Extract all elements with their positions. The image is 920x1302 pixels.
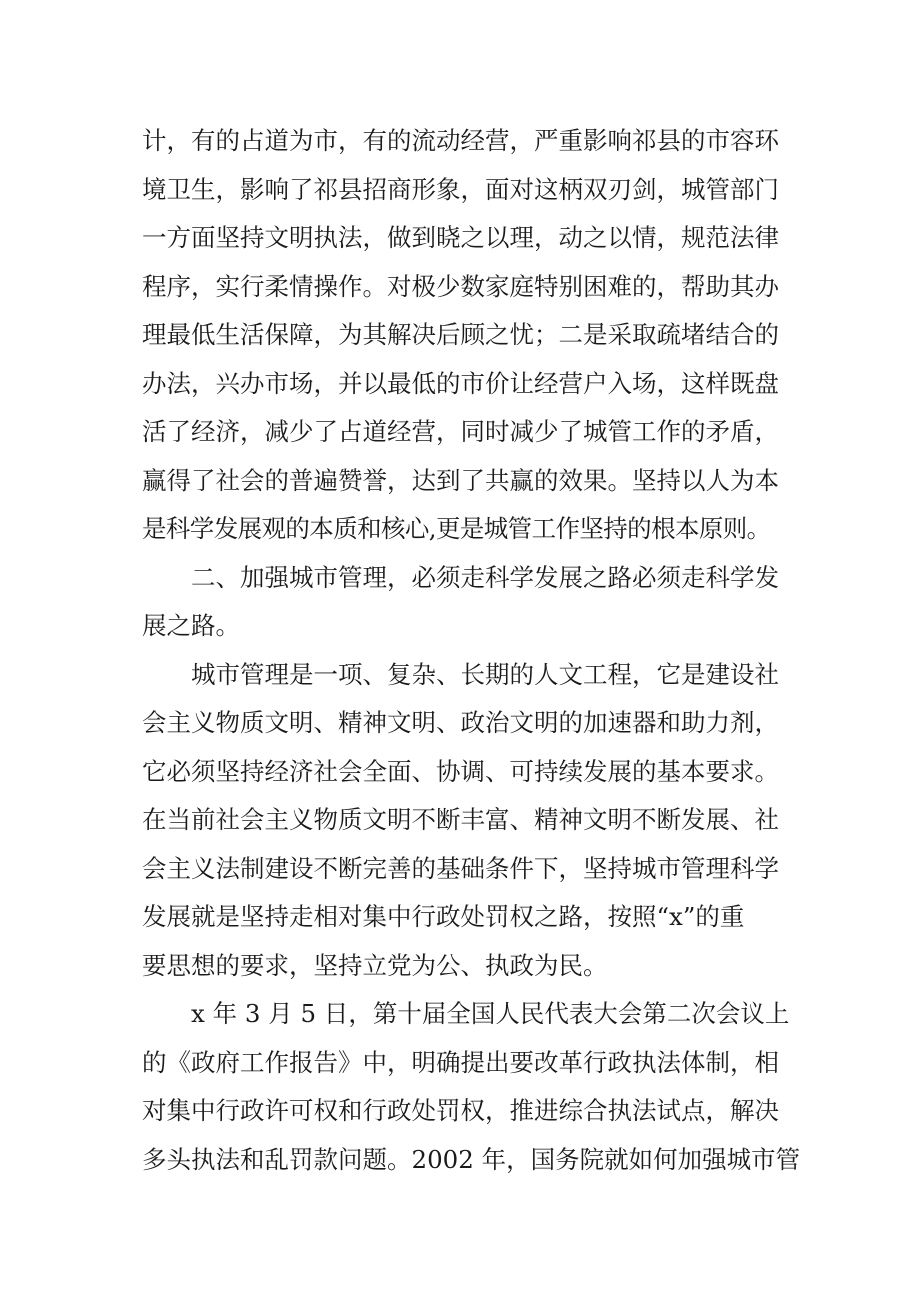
document-body [142, 117, 801, 1184]
text-line-7: 活了经济，减少了占道经营，同时减少了城管工作的矛盾， [142, 417, 779, 446]
text-line-14: 它必须坚持经济社会全面、协调、可持续发展的基本要求。 [142, 756, 779, 786]
text-line-21: 对集中行政许可权和行政处罚权，推进综合执法试点，解决 [142, 1096, 779, 1125]
section-heading-line-2: 展之路。 [142, 611, 240, 640]
text-line-8: 赢得了社会的普遍赞誉，达到了共赢的效果。坚持以人为本 [142, 465, 779, 495]
text-line-5: 理最低生活保障，为其解决后顾之忧；二是采取疏堵结合的 [142, 320, 779, 349]
text-line-20: 的《政府工作报告》中，明确提出要改革行政执法体制，相 [142, 1047, 779, 1077]
text-line-17: 发展就是坚持走相对集中行政处罚权之路，按照“x”的重 [142, 902, 745, 931]
text-line-19: x 年 3 月 5 日，第十届全国人民代表大会第二次会议上 [191, 999, 790, 1028]
section-heading-line-1: 二、加强城市管理，必须走科学发展之路必须走科学发 [191, 562, 779, 592]
text-line-22: 多头执法和乱罚款问题。2002 年，国务院就如何加强城市管 [142, 1144, 801, 1174]
text-line-9: 是科学发展观的本质和核心,更是城管工作坚持的根本原则。 [142, 514, 771, 543]
text-line-4: 程序，实行柔情操作。对极少数家庭特别困难的，帮助其办 [142, 271, 779, 301]
text-line-1: 计，有的占道为市，有的流动经营，严重影响祁县的市容环 [142, 126, 779, 155]
text-line-18: 要思想的要求，坚持立党为公、执政为民。 [142, 950, 608, 980]
text-line-12: 城市管理是一项、复杂、长期的人文工程，它是建设社 [191, 659, 779, 689]
text-line-3: 一方面坚持文明执法，做到晓之以理，动之以情，规范法律 [142, 223, 779, 252]
text-line-6: 办法，兴办市场，并以最低的市价让经营户入场，这样既盘 [142, 368, 779, 398]
text-line-16: 会主义法制建设不断完善的基础条件下，坚持城市管理科学 [142, 853, 779, 883]
text-line-2: 境卫生，影响了祁县招商形象，面对这柄双刃剑，城管部门 [142, 174, 779, 204]
text-line-13: 会主义物质文明、精神文明、政治文明的加速器和助力剂， [142, 708, 779, 737]
text-line-15: 在当前社会主义物质文明不断丰富、精神文明不断发展、社 [142, 805, 779, 834]
